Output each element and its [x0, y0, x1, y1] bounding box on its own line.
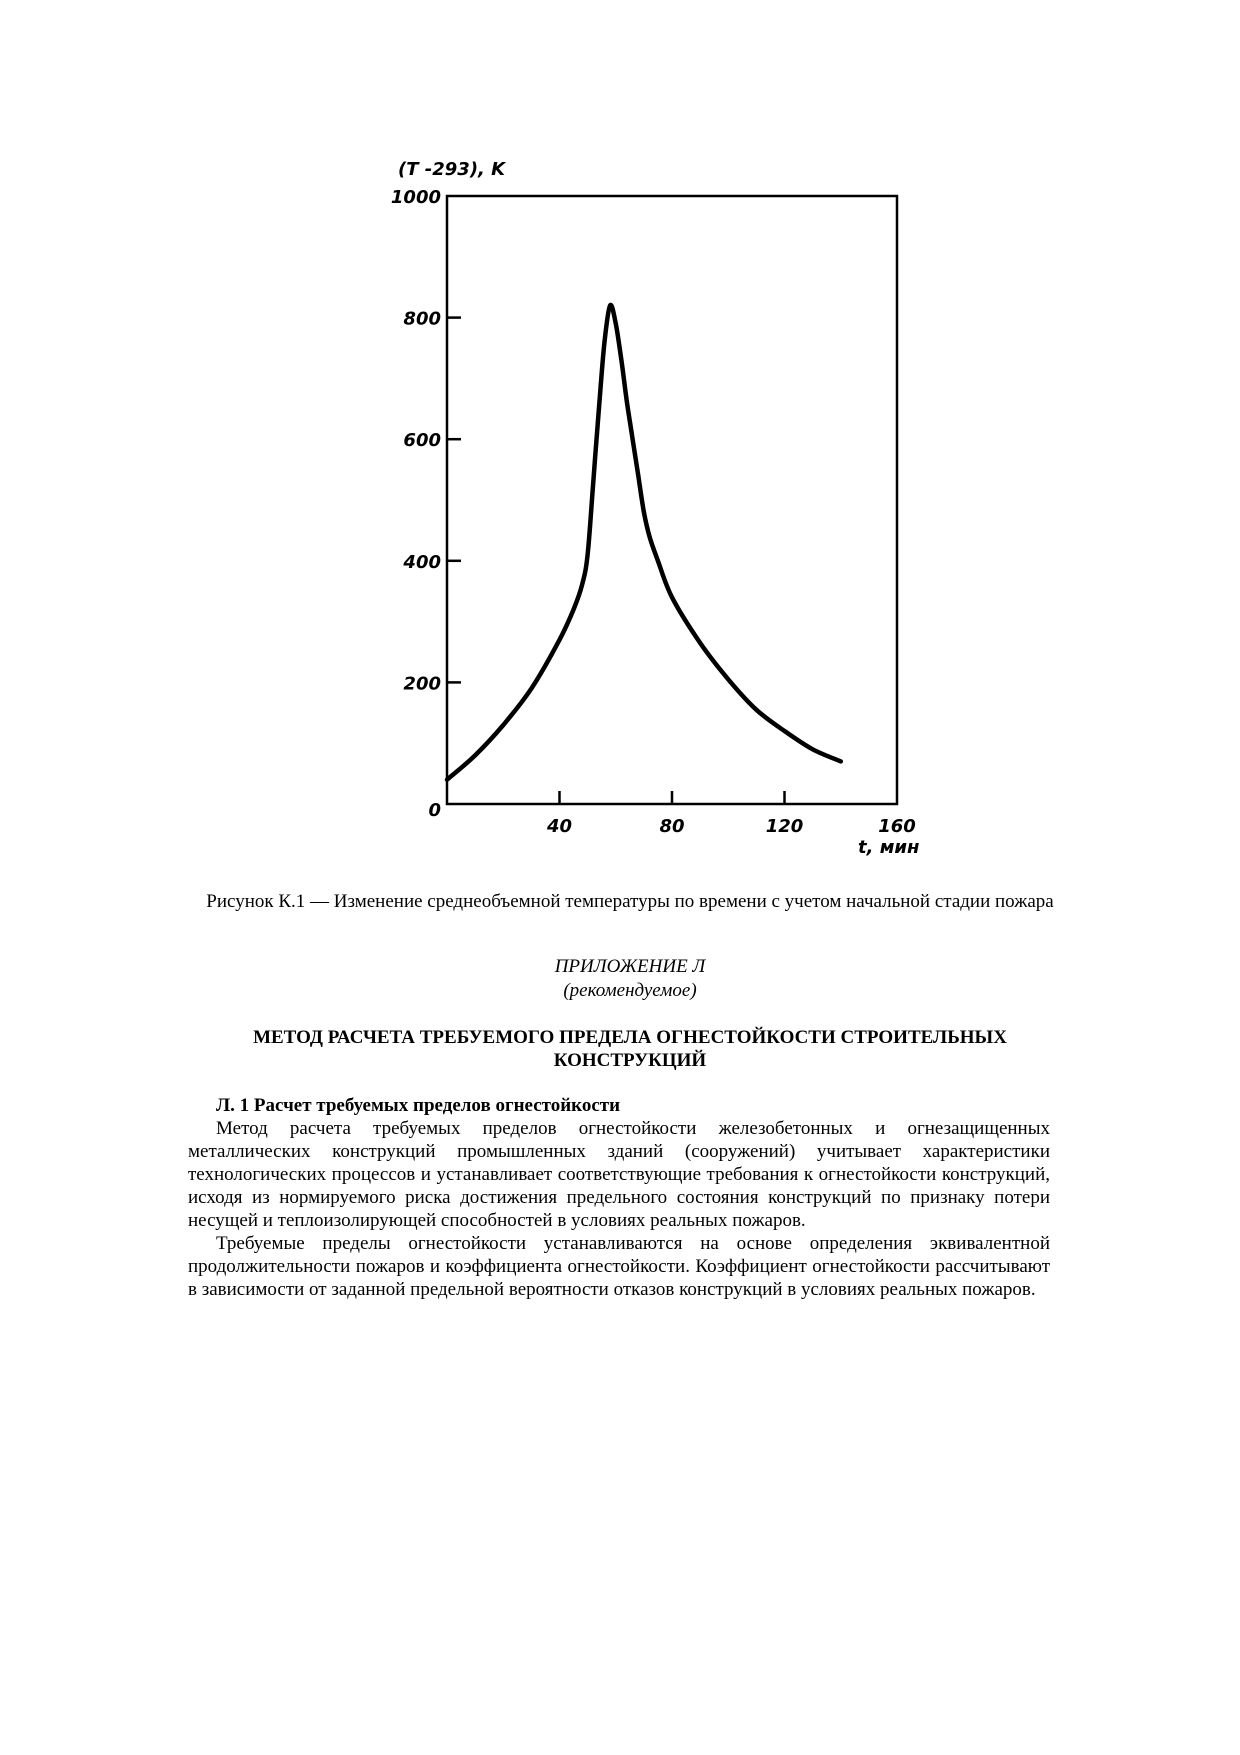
document-title: МЕТОД РАСЧЕТА ТРЕБУЕМОГО ПРЕДЕЛА ОГНЕСТОЙКОСТИ СТРОИТЕЛЬНЫХ КОНСТРУКЦИЙ	[253, 1027, 1007, 1071]
section-heading: Л. 1 Расчет требуемых пределов огнестойкости	[216, 1095, 621, 1116]
section-l1	[188, 1094, 1050, 1301]
appendix-header	[190, 955, 1070, 1003]
x-tick-label: 120	[765, 816, 804, 837]
paragraph-1: Метод расчета требуемых пределов огнестойкости железобетонных и огнезащищенных металлических конструкций промышленных зданий (сооружений) учитывает характеристики технологических процессов и устанавливает соответствующие требования к огнестойкости конструкций, исходя из нормируемого риска достижения предельного состояния конструкций по признаку потери несущей и теплоизолирующей способностей в условиях реальных пожаров.	[188, 1118, 1050, 1231]
appendix-title: ПРИЛОЖЕНИЕ Л	[554, 956, 706, 977]
y-axis-label: (T -293), K	[398, 159, 506, 180]
y-tick-label: 400	[403, 551, 441, 573]
x-tick-label: 80	[659, 816, 685, 837]
x-axis-ticks	[546, 791, 916, 837]
paragraph-2: Требуемые пределы огнестойкости устанавливаются на основе определения эквивалентной продолжительности пожаров и коэффициента огнестойкости. Коэффициент огнестойкости рассчитывают в зависимости от заданной предельной вероятности отказов конструкций в условиях реальных пожаров.	[188, 1233, 1050, 1300]
y-axis-ticks	[391, 187, 461, 821]
x-tick-label: 160	[878, 816, 916, 837]
x-axis-label: t, мин	[858, 837, 920, 858]
temperature-chart	[380, 150, 920, 870]
x-tick-label: 40	[546, 816, 573, 837]
y-tick-label: 1000	[390, 187, 441, 208]
y-tick-label: 200	[403, 673, 441, 695]
appendix-subtitle: (рекомендуемое)	[563, 980, 697, 1001]
y-tick-label: 600	[403, 430, 441, 452]
y-tick-label: 800	[403, 308, 441, 330]
figure-caption: Рисунок К.1 — Изменение среднеобъемной температуры по времени с учетом начальной стадии пожара	[206, 891, 1054, 912]
y-tick-label: 0	[428, 800, 441, 821]
temperature-curve	[447, 305, 841, 780]
